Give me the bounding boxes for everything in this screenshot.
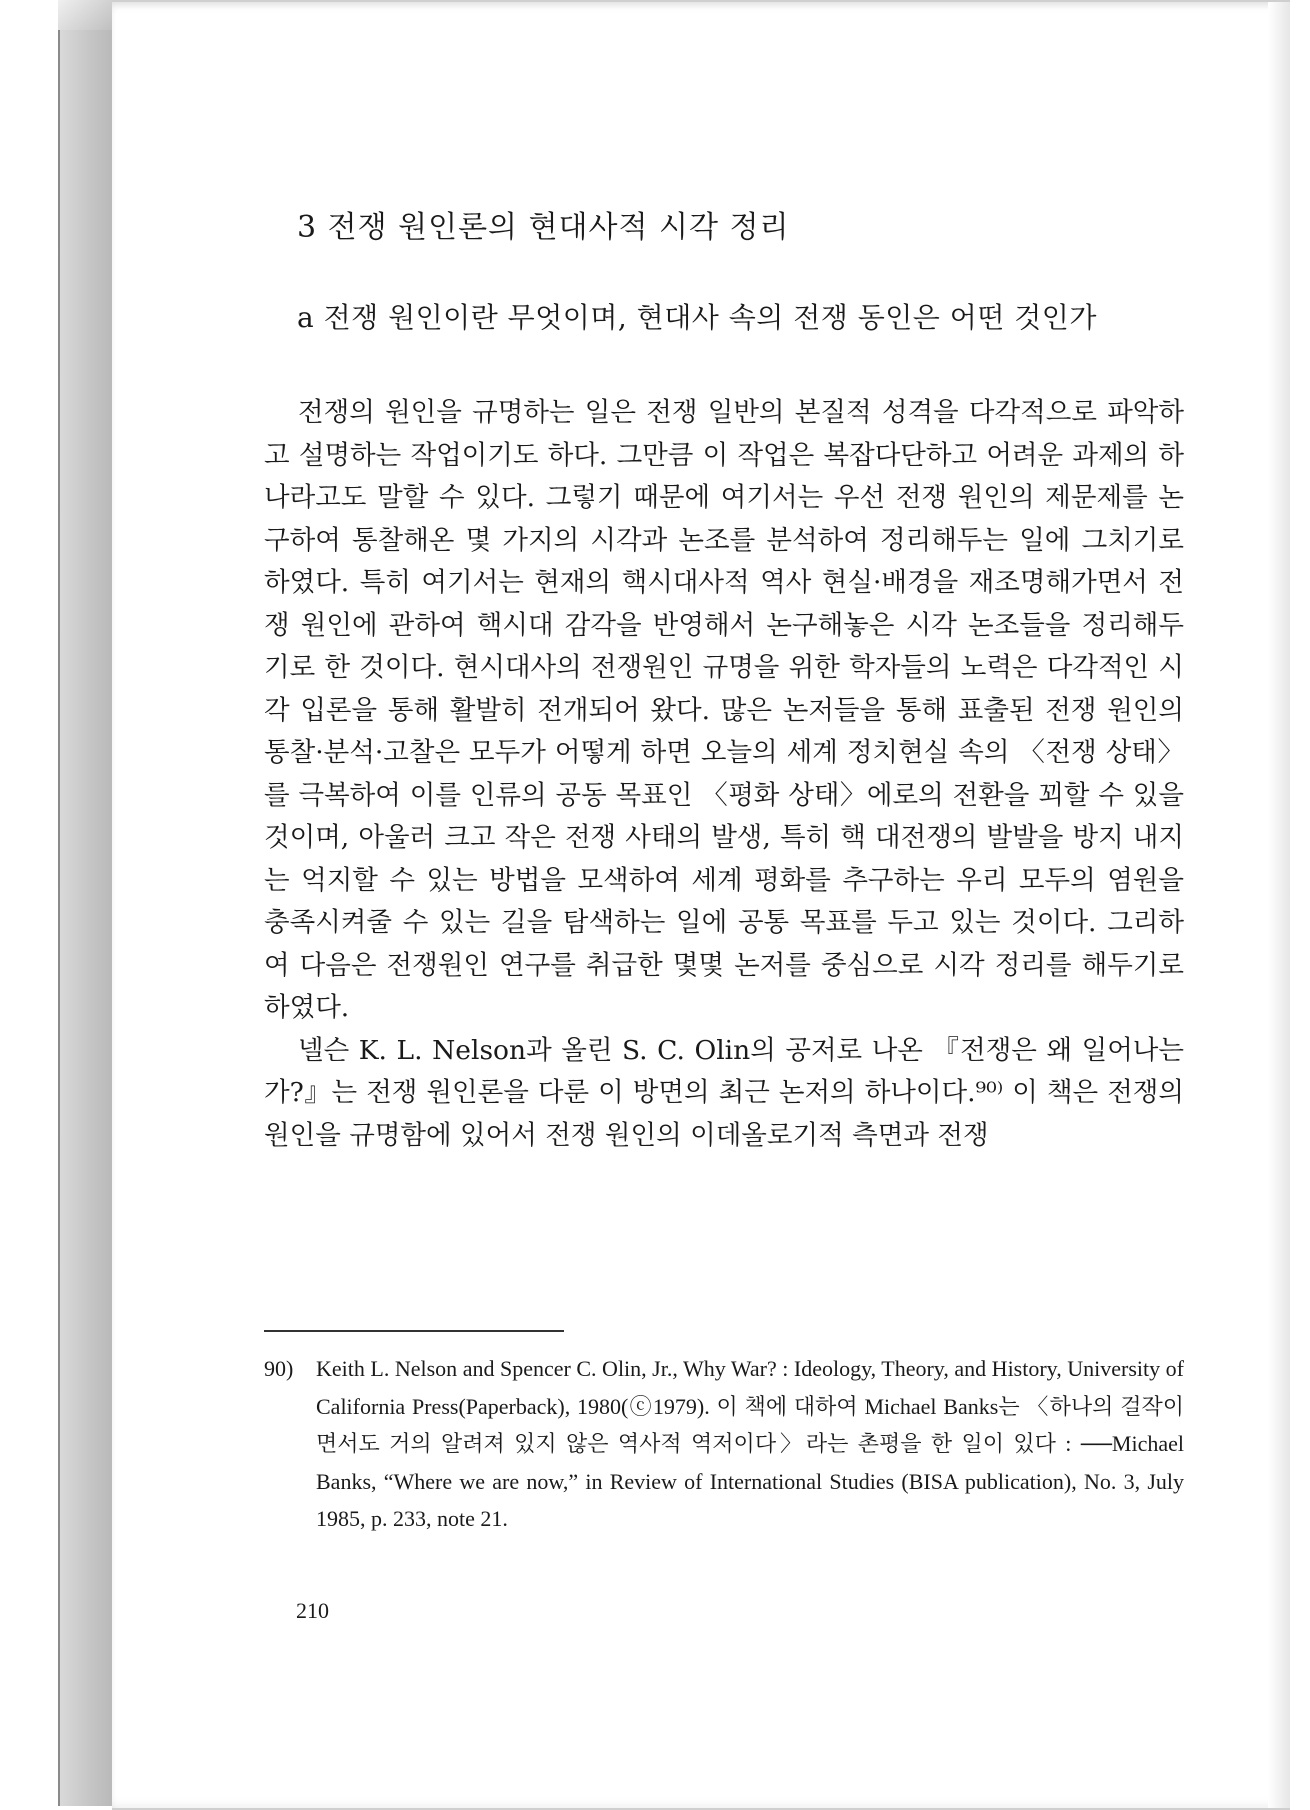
footnote-number: 90)	[264, 1356, 294, 1381]
book-spine	[58, 0, 115, 1806]
footnote-divider	[264, 1330, 564, 1332]
paragraph: 전쟁의 원인을 규명하는 일은 전쟁 일반의 본질적 성격을 다각적으로 파악하고 설명하는 작업이기도 하다. 그만큼 이 작업은 복잡다단하고 어려운 과제의 하나라고도 말할 수 있다. 그렇기 때문에 여기서는 우선 전쟁 원인의 제문제를 논구하여 통찰해온 몇 가지의 시각과 논조를 분석하여 정리해두는 일에 그치기로 하였다. 특히 여기서는 현재의 핵시대사적 역사 현실·배경을 재조명해가면서 전쟁 원인에 관하여 핵시대 감각을 반영해서 논구해놓은 시각 논조들을 정리해두기로 한 것이다. 현시대사의 전쟁원인 규명을 위한 학자들의 노력은 다각적인 시각 입론을 통해 활발히 전개되어 왔다. 많은 논저들을 통해 표출된 전쟁 원인의 통찰·분석·고찰은 모두가 어떻게 하면 오늘의 세계 정치현실 속의 〈전쟁 상태〉를 극복하여 이를 인류의 공동 목표인 〈평화 상태〉에로의 전환을 꾀할 수 있을 것이며, 아울러 크고 작은 전쟁 사태의 발생, 특히 핵 대전쟁의 발발을 방지 내지는 억지할 수 있는 방법을 모색하여 세계 평화를 추구하는 우리 모두의 염원을 충족시켜줄 수 있는 길을 탐색하는 일에 공통 목표를 두고 있는 것이다. 그리하여 다음은 전쟁원인 연구를 취급한 몇몇 논저를 중심으로 시각 정리를 해두기로 하였다.	[264, 397, 1184, 1023]
sub-title: a 전쟁 원인이란 무엇이며, 현대사 속의 전쟁 동인은 어떤 것인가	[297, 301, 1097, 334]
page-number: 210	[296, 1598, 329, 1623]
body-text	[264, 392, 1184, 1157]
book-spine-top	[58, 0, 116, 30]
paragraph: 넬슨 K. L. Nelson과 올린 S. C. Olin의 공저로 나온 『전쟁은 왜 일어나는가?』는 전쟁 원인론을 다룬 이 방면의 최근 논저의 하나이다.⁹⁰⁾ 이 책은 전쟁의 원인을 규명함에 있어서 전쟁 원인의 이데올로기적 측면과 전쟁	[264, 1034, 1184, 1151]
section-title: 3 전쟁 원인론의 현대사적 시각 정리	[297, 210, 790, 245]
page-edge	[1268, 2, 1290, 1808]
footnote-text: Keith L. Nelson and Spencer C. Olin, Jr., Why War? : Ideology, Theory, and History, University of California Press(Paperback), 1980(ⓒ1979). 이 책에 대하여 Michael Banks는 〈하나의 걸작이면서도 거의 알려져 있지 않은 역사적 역저이다〉라는 촌평을 한 일이 있다 : ──Michael Banks, “Where we are now,” in Review of International Studies (BISA publication), No. 3, July 1985, p. 233, note 21.	[316, 1356, 1184, 1531]
footnote	[264, 1350, 1184, 1538]
